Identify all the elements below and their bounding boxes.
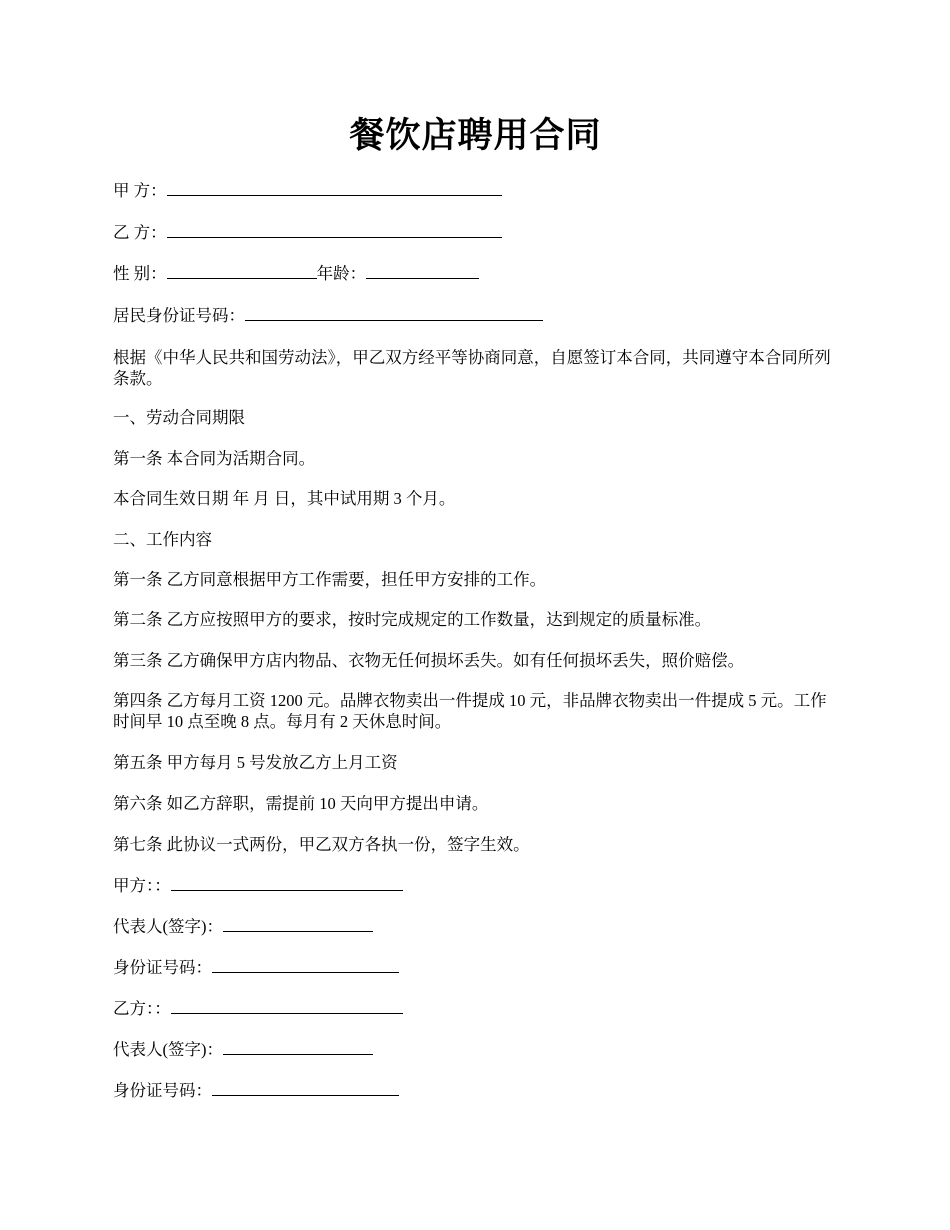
preamble-paragraph: 根据《中华人民共和国劳动法》，甲乙双方经平等协商同意，自愿签订本合同，共同遵守本合同所列条款。	[113, 348, 831, 388]
signature-party-b-blank	[171, 998, 403, 1014]
signature-party-b-id	[113, 1080, 838, 1102]
section-2-article-7: 第七条 此协议一式两份，甲乙双方各执一份，签字生效。	[113, 835, 530, 854]
signature-party-b-rep-label: 代表人(签字)：	[113, 1040, 223, 1059]
section-1-article-1: 第一条 本合同为活期合同。	[113, 449, 316, 468]
gender-blank	[167, 263, 317, 279]
signature-party-a-id-blank	[212, 957, 399, 973]
section-1-heading: 一、劳动合同期限	[113, 408, 245, 427]
party-a-line	[113, 180, 838, 202]
section-2-article-3: 第三条 乙方确保甲方店内物品、衣物无任何损坏丢失。如有任何损坏丢失，照价赔偿。	[113, 651, 745, 670]
section-2-article-4: 第四条 乙方每月工资 1200 元。品牌衣物卖出一件提成 10 元，非品牌衣物卖出一件提成 5 元。工作时间早 10 点至晚 8 点。每月有 2 天休息时间。	[113, 691, 827, 731]
id-blank	[245, 305, 543, 321]
gender-label: 性 别：	[113, 264, 167, 283]
document-title: 餐饮店聘用合同	[349, 116, 602, 155]
age-blank	[366, 263, 479, 279]
signature-party-a-id	[113, 957, 838, 979]
signature-party-b-representative	[113, 1039, 838, 1061]
signature-party-a-blank	[171, 875, 403, 891]
section-2-article-2: 第二条 乙方应按照甲方的要求，按时完成规定的工作数量，达到规定的质量标准。	[113, 610, 712, 629]
id-number-line	[113, 305, 838, 327]
signature-party-a-id-label: 身份证号码：	[113, 958, 212, 977]
signature-party-b-id-label: 身份证号码：	[113, 1081, 212, 1100]
section-2-article-5: 第五条 甲方每月 5 号发放乙方上月工资	[113, 753, 398, 772]
signature-party-a-label: 甲方：：	[113, 876, 171, 895]
signature-party-a-representative	[113, 916, 838, 938]
party-b-line	[113, 222, 838, 244]
signature-party-b-id-blank	[212, 1080, 399, 1096]
party-a-blank	[167, 180, 502, 196]
signature-party-a	[113, 875, 838, 897]
signature-party-a-rep-label: 代表人(签字)：	[113, 917, 223, 936]
party-a-label: 甲 方：	[113, 181, 167, 200]
gender-age-line	[113, 263, 838, 285]
signature-party-b-rep-blank	[223, 1039, 373, 1055]
section-1-effective-date: 本合同生效日期 年 月 日，其中试用期 3 个月。	[113, 489, 456, 508]
signature-party-b	[113, 998, 838, 1020]
party-b-label: 乙 方：	[113, 223, 167, 242]
section-2-article-6: 第六条 如乙方辞职，需提前 10 天向甲方提出申请。	[113, 794, 489, 813]
signature-party-b-label: 乙方：：	[113, 999, 171, 1018]
id-label: 居民身份证号码：	[113, 306, 245, 325]
section-2-article-1: 第一条 乙方同意根据甲方工作需要，担任甲方安排的工作。	[113, 570, 547, 589]
signature-party-a-rep-blank	[223, 916, 373, 932]
age-label: 年龄：	[316, 264, 367, 283]
party-b-blank	[167, 222, 502, 238]
section-2-heading: 二、工作内容	[113, 530, 212, 549]
